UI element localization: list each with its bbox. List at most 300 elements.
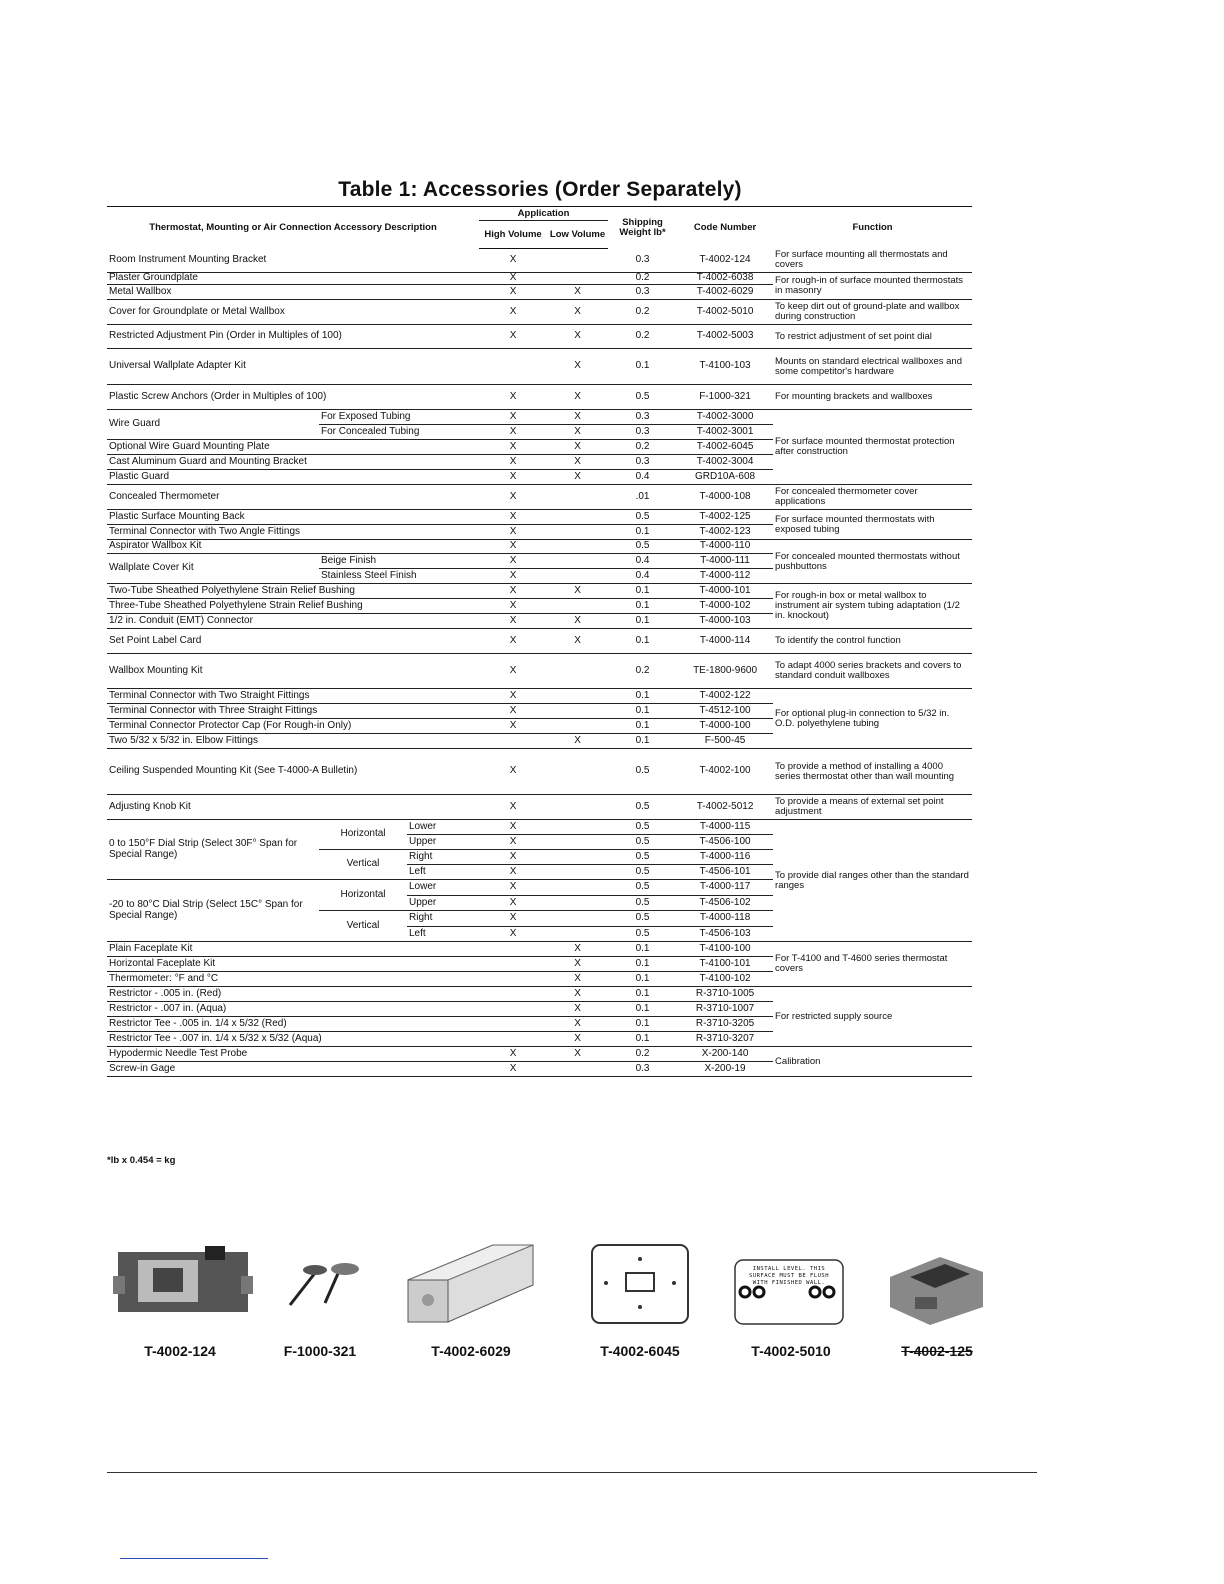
function-text: For restricted supply source bbox=[773, 987, 972, 1047]
high-volume-mark: X bbox=[479, 300, 547, 325]
row-description: Terminal Connector with Three Straight Fittings bbox=[107, 704, 479, 719]
high-volume-mark: X bbox=[479, 540, 547, 554]
header-description: Thermostat, Mounting or Air Connection Accessory Description bbox=[107, 207, 479, 249]
function-text: For concealed mounted thermostats without pushbuttons bbox=[773, 540, 972, 584]
high-volume-mark: X bbox=[479, 927, 547, 942]
low-volume-mark: X bbox=[547, 349, 608, 385]
high-volume-mark: X bbox=[479, 455, 547, 470]
header-low-volume: Low Volume bbox=[547, 221, 608, 249]
code-number: T-4000-117 bbox=[677, 880, 773, 896]
low-volume-mark bbox=[547, 599, 608, 614]
row-description: Left bbox=[407, 865, 479, 880]
row-description: Terminal Connector with Two Straight Fittings bbox=[107, 689, 479, 704]
low-volume-mark: X bbox=[547, 942, 608, 957]
accessories-table bbox=[107, 206, 972, 1077]
high-volume-mark: X bbox=[479, 896, 547, 911]
dial-strip-c: -20 to 80°C Dial Strip (Select 15C° Span for Special Range) bbox=[107, 880, 319, 942]
photo-label-6: T-4002-125 bbox=[901, 1343, 973, 1359]
low-volume-mark bbox=[547, 540, 608, 554]
code-number: T-4002-5012 bbox=[677, 795, 773, 820]
high-volume-mark: X bbox=[479, 554, 547, 569]
high-volume-mark bbox=[479, 349, 547, 385]
row-description: Plastic Screw Anchors (Order in Multiples of 100) bbox=[107, 385, 479, 410]
shipping-weight: 0.1 bbox=[608, 1032, 677, 1047]
high-volume-mark: X bbox=[479, 325, 547, 349]
high-volume-mark: X bbox=[479, 654, 547, 689]
code-number: T-4002-6038 bbox=[677, 273, 773, 285]
table-row bbox=[107, 249, 972, 273]
code-number: T-4100-100 bbox=[677, 942, 773, 957]
weight-note: *lb x 0.454 = kg bbox=[107, 1155, 176, 1166]
high-volume-mark: X bbox=[479, 820, 547, 835]
photo-label-2: F-1000-321 bbox=[283, 1343, 357, 1359]
shipping-weight: 0.1 bbox=[608, 942, 677, 957]
shipping-weight: 0.1 bbox=[608, 614, 677, 629]
code-number: T-4002-5003 bbox=[677, 325, 773, 349]
table-row bbox=[107, 510, 972, 525]
code-number: T-4000-102 bbox=[677, 599, 773, 614]
orientation-vertical: Vertical bbox=[319, 850, 407, 880]
row-description: Adjusting Knob Kit bbox=[107, 795, 479, 820]
code-number: TE-1800-9600 bbox=[677, 654, 773, 689]
low-volume-mark bbox=[547, 850, 608, 865]
code-number: F-1000-321 bbox=[677, 385, 773, 410]
table-row bbox=[107, 942, 972, 957]
row-description: Terminal Connector Protector Cap (For Rough-in Only) bbox=[107, 719, 479, 734]
code-number: T-4000-108 bbox=[677, 485, 773, 510]
code-number: R-3710-3207 bbox=[677, 1032, 773, 1047]
table-row bbox=[107, 629, 972, 654]
low-volume-mark: X bbox=[547, 285, 608, 300]
high-volume-mark bbox=[479, 1017, 547, 1032]
row-description: For Exposed Tubing bbox=[319, 410, 479, 425]
row-description: Restricted Adjustment Pin (Order in Multiples of 100) bbox=[107, 325, 479, 349]
photo-label-5: T-4002-5010 bbox=[751, 1343, 831, 1359]
row-description: Left bbox=[407, 927, 479, 942]
shipping-weight: 0.4 bbox=[608, 470, 677, 485]
shipping-weight: 0.4 bbox=[608, 554, 677, 569]
low-volume-mark: X bbox=[547, 1047, 608, 1062]
shipping-weight: 0.4 bbox=[608, 569, 677, 584]
function-text: For T-4100 and T-4600 series thermostat covers bbox=[773, 942, 972, 987]
low-volume-mark bbox=[547, 273, 608, 285]
shipping-weight: 0.1 bbox=[608, 719, 677, 734]
row-description: Set Point Label Card bbox=[107, 629, 479, 654]
high-volume-mark: X bbox=[479, 911, 547, 927]
header-application: Application bbox=[479, 207, 608, 221]
low-volume-mark: X bbox=[547, 584, 608, 599]
function-text: Calibration bbox=[773, 1047, 972, 1077]
high-volume-mark bbox=[479, 1002, 547, 1017]
high-volume-mark bbox=[479, 942, 547, 957]
table-row bbox=[107, 300, 972, 325]
group-label-wire-guard: Wire Guard bbox=[107, 410, 319, 440]
high-volume-mark: X bbox=[479, 410, 547, 425]
high-volume-mark: X bbox=[479, 273, 547, 285]
row-description: Terminal Connector with Two Angle Fittings bbox=[107, 525, 479, 540]
shipping-weight: 0.2 bbox=[608, 325, 677, 349]
code-number: T-4002-123 bbox=[677, 525, 773, 540]
function-text: For surface mounted thermostat protection after construction bbox=[773, 410, 972, 485]
row-description: Ceiling Suspended Mounting Kit (See T-4000-A Bulletin) bbox=[107, 749, 479, 795]
table-row bbox=[107, 689, 972, 704]
code-number: X-200-19 bbox=[677, 1062, 773, 1077]
shipping-weight: 0.5 bbox=[608, 795, 677, 820]
high-volume-mark: X bbox=[479, 584, 547, 599]
high-volume-mark: X bbox=[479, 629, 547, 654]
shipping-weight: 0.1 bbox=[608, 599, 677, 614]
dial-strip-f: 0 to 150°F Dial Strip (Select 30F° Span for Special Range) bbox=[107, 820, 319, 880]
row-description: Restrictor - .005 in. (Red) bbox=[107, 987, 479, 1002]
shipping-weight: 0.5 bbox=[608, 749, 677, 795]
low-volume-mark bbox=[547, 689, 608, 704]
shipping-weight: 0.1 bbox=[608, 689, 677, 704]
code-number: T-4002-6045 bbox=[677, 440, 773, 455]
bottom-rule bbox=[107, 1472, 1037, 1473]
low-volume-mark bbox=[547, 795, 608, 820]
shipping-weight: 0.1 bbox=[608, 584, 677, 599]
shipping-weight: 0.1 bbox=[608, 525, 677, 540]
low-volume-mark: X bbox=[547, 987, 608, 1002]
row-description: Horizontal Faceplate Kit bbox=[107, 957, 479, 972]
table-title: Table 1: Accessories (Order Separately) bbox=[338, 178, 742, 201]
code-number: T-4000-111 bbox=[677, 554, 773, 569]
table-row bbox=[107, 987, 972, 1002]
orientation-vertical: Vertical bbox=[319, 911, 407, 942]
low-volume-mark: X bbox=[547, 440, 608, 455]
code-number: T-4000-103 bbox=[677, 614, 773, 629]
shipping-weight: 0.3 bbox=[608, 455, 677, 470]
code-number: T-4000-118 bbox=[677, 911, 773, 927]
header-weight: Shipping Weight lb* bbox=[608, 207, 677, 249]
shipping-weight: 0.1 bbox=[608, 349, 677, 385]
group-label-wallplate-cover: Wallplate Cover Kit bbox=[107, 554, 319, 584]
code-number: T-4002-124 bbox=[677, 249, 773, 273]
shipping-weight: 0.5 bbox=[608, 896, 677, 911]
low-volume-mark bbox=[547, 485, 608, 510]
header-function: Function bbox=[773, 207, 972, 249]
function-text: To restrict adjustment of set point dial bbox=[773, 325, 972, 349]
high-volume-mark: X bbox=[479, 719, 547, 734]
function-text: Mounts on standard electrical wallboxes and some competitor's hardware bbox=[773, 349, 972, 385]
function-text: To provide dial ranges other than the standard ranges bbox=[773, 820, 972, 942]
shipping-weight: 0.5 bbox=[608, 540, 677, 554]
table-row bbox=[107, 349, 972, 385]
code-number: T-4002-122 bbox=[677, 689, 773, 704]
row-description: Screw-in Gage bbox=[107, 1062, 479, 1077]
row-description: Room Instrument Mounting Bracket bbox=[107, 249, 479, 273]
code-number: R-3710-1007 bbox=[677, 1002, 773, 1017]
row-description: Plain Faceplate Kit bbox=[107, 942, 479, 957]
high-volume-mark: X bbox=[479, 285, 547, 300]
high-volume-mark: X bbox=[479, 689, 547, 704]
code-number: T-4000-114 bbox=[677, 629, 773, 654]
shipping-weight: 0.5 bbox=[608, 385, 677, 410]
low-volume-mark bbox=[547, 510, 608, 525]
shipping-weight: 0.1 bbox=[608, 629, 677, 654]
table-row bbox=[107, 795, 972, 820]
code-number: T-4000-101 bbox=[677, 584, 773, 599]
code-number: T-4002-3000 bbox=[677, 410, 773, 425]
row-description: Restrictor Tee - .007 in. 1/4 x 5/32 x 5/32 (Aqua) bbox=[107, 1032, 479, 1047]
high-volume-mark: X bbox=[479, 569, 547, 584]
high-volume-mark: X bbox=[479, 425, 547, 440]
low-volume-mark bbox=[547, 820, 608, 835]
table-row bbox=[107, 820, 972, 835]
low-volume-mark: X bbox=[547, 300, 608, 325]
code-number: T-4000-100 bbox=[677, 719, 773, 734]
header-code: Code Number bbox=[677, 207, 773, 249]
low-volume-mark: X bbox=[547, 957, 608, 972]
low-volume-mark: X bbox=[547, 425, 608, 440]
photo-label-4: T-4002-6045 bbox=[600, 1343, 680, 1359]
code-number: T-4000-110 bbox=[677, 540, 773, 554]
shipping-weight: 0.5 bbox=[608, 510, 677, 525]
shipping-weight: 0.5 bbox=[608, 850, 677, 865]
low-volume-mark bbox=[547, 654, 608, 689]
table-row bbox=[107, 1047, 972, 1062]
high-volume-mark: X bbox=[479, 510, 547, 525]
shipping-weight: .01 bbox=[608, 485, 677, 510]
table-row bbox=[107, 584, 972, 599]
shipping-weight: 0.3 bbox=[608, 285, 677, 300]
code-number: T-4002-5010 bbox=[677, 300, 773, 325]
code-number: T-4000-116 bbox=[677, 850, 773, 865]
footer-link-underline[interactable] bbox=[120, 1558, 268, 1559]
code-number: F-500-45 bbox=[677, 734, 773, 749]
photo-metal-wallbox bbox=[403, 1240, 538, 1325]
high-volume-mark bbox=[479, 734, 547, 749]
function-text: For optional plug-in connection to 5/32 in. O.D. polyethylene tubing bbox=[773, 689, 972, 749]
photo-label-1: T-4002-124 bbox=[144, 1343, 216, 1359]
table-row bbox=[107, 749, 972, 795]
low-volume-mark: X bbox=[547, 470, 608, 485]
table-row bbox=[107, 485, 972, 510]
low-volume-mark bbox=[547, 704, 608, 719]
function-text: To provide a method of installing a 4000 series thermostat other than wall mounting bbox=[773, 749, 972, 795]
code-number: T-4000-115 bbox=[677, 820, 773, 835]
low-volume-mark: X bbox=[547, 1032, 608, 1047]
low-volume-mark bbox=[547, 1062, 608, 1077]
function-text: For concealed thermometer cover applications bbox=[773, 485, 972, 510]
shipping-weight: 0.5 bbox=[608, 835, 677, 850]
row-description: Cover for Groundplate or Metal Wallbox bbox=[107, 300, 479, 325]
shipping-weight: 0.1 bbox=[608, 704, 677, 719]
row-description: Beige Finish bbox=[319, 554, 479, 569]
row-description: Aspirator Wallbox Kit bbox=[107, 540, 479, 554]
low-volume-mark bbox=[547, 865, 608, 880]
code-number: T-4002-6029 bbox=[677, 285, 773, 300]
code-number: R-3710-3205 bbox=[677, 1017, 773, 1032]
code-number: T-4100-101 bbox=[677, 957, 773, 972]
high-volume-mark bbox=[479, 1032, 547, 1047]
row-description: Upper bbox=[407, 896, 479, 911]
shipping-weight: 0.1 bbox=[608, 1002, 677, 1017]
shipping-weight: 0.5 bbox=[608, 820, 677, 835]
function-text: To keep dirt out of ground-plate and wallbox during construction bbox=[773, 300, 972, 325]
row-description: Upper bbox=[407, 835, 479, 850]
low-volume-mark: X bbox=[547, 410, 608, 425]
code-number: T-4002-3001 bbox=[677, 425, 773, 440]
row-description: Stainless Steel Finish bbox=[319, 569, 479, 584]
low-volume-mark: X bbox=[547, 385, 608, 410]
row-description: Concealed Thermometer bbox=[107, 485, 479, 510]
code-number: T-4002-3004 bbox=[677, 455, 773, 470]
code-number: X-200-140 bbox=[677, 1047, 773, 1062]
low-volume-mark bbox=[547, 249, 608, 273]
low-volume-mark bbox=[547, 835, 608, 850]
code-number: T-4100-103 bbox=[677, 349, 773, 385]
high-volume-mark: X bbox=[479, 835, 547, 850]
high-volume-mark bbox=[479, 987, 547, 1002]
shipping-weight: 0.3 bbox=[608, 1062, 677, 1077]
shipping-weight: 0.1 bbox=[608, 734, 677, 749]
high-volume-mark: X bbox=[479, 525, 547, 540]
low-volume-mark: X bbox=[547, 614, 608, 629]
row-description: Three-Tube Sheathed Polyethylene Strain Relief Bushing bbox=[107, 599, 479, 614]
row-description: Optional Wire Guard Mounting Plate bbox=[107, 440, 479, 455]
row-description: For Concealed Tubing bbox=[319, 425, 479, 440]
high-volume-mark: X bbox=[479, 749, 547, 795]
row-description: Plastic Surface Mounting Back bbox=[107, 510, 479, 525]
high-volume-mark: X bbox=[479, 704, 547, 719]
row-description: Restrictor - .007 in. (Aqua) bbox=[107, 1002, 479, 1017]
high-volume-mark: X bbox=[479, 599, 547, 614]
high-volume-mark: X bbox=[479, 865, 547, 880]
table-row bbox=[107, 273, 972, 285]
low-volume-mark bbox=[547, 880, 608, 896]
code-number: T-4506-100 bbox=[677, 835, 773, 850]
low-volume-mark bbox=[547, 896, 608, 911]
code-number: T-4000-112 bbox=[677, 569, 773, 584]
row-description: Thermometer: °F and °C bbox=[107, 972, 479, 987]
low-volume-mark: X bbox=[547, 455, 608, 470]
orientation-horizontal: Horizontal bbox=[319, 880, 407, 911]
high-volume-mark: X bbox=[479, 795, 547, 820]
table-row bbox=[107, 385, 972, 410]
low-volume-mark bbox=[547, 525, 608, 540]
low-volume-mark bbox=[547, 927, 608, 942]
photo-surface-mounting-back bbox=[885, 1252, 985, 1327]
function-text: For surface mounting all thermostats and covers bbox=[773, 249, 972, 273]
high-volume-mark: X bbox=[479, 249, 547, 273]
code-number: T-4002-125 bbox=[677, 510, 773, 525]
high-volume-mark bbox=[479, 972, 547, 987]
photo-mounting-bracket bbox=[113, 1240, 253, 1320]
orientation-horizontal: Horizontal bbox=[319, 820, 407, 850]
row-description: Plastic Guard bbox=[107, 470, 479, 485]
low-volume-mark: X bbox=[547, 1017, 608, 1032]
table-row bbox=[107, 540, 972, 554]
row-description: Lower bbox=[407, 880, 479, 896]
shipping-weight: 0.5 bbox=[608, 911, 677, 927]
photo-label-3: T-4002-6029 bbox=[431, 1343, 511, 1359]
low-volume-mark bbox=[547, 749, 608, 795]
high-volume-mark: X bbox=[479, 470, 547, 485]
low-volume-mark: X bbox=[547, 629, 608, 654]
function-text: For rough-in box or metal wallbox to instrument air system tubing adaptation (1/2 in. knockout) bbox=[773, 584, 972, 629]
code-number: T-4506-102 bbox=[677, 896, 773, 911]
shipping-weight: 0.3 bbox=[608, 425, 677, 440]
low-volume-mark bbox=[547, 554, 608, 569]
function-text: For rough-in of surface mounted thermostats in masonry bbox=[773, 273, 972, 300]
photo-mounting-plate bbox=[590, 1243, 690, 1325]
code-number: T-4506-101 bbox=[677, 865, 773, 880]
code-number: T-4100-102 bbox=[677, 972, 773, 987]
function-text: To provide a means of external set point adjustment bbox=[773, 795, 972, 820]
code-number: T-4002-100 bbox=[677, 749, 773, 795]
high-volume-mark: X bbox=[479, 485, 547, 510]
shipping-weight: 0.1 bbox=[608, 972, 677, 987]
table-row bbox=[107, 654, 972, 689]
table-row bbox=[107, 410, 972, 425]
row-description: Right bbox=[407, 850, 479, 865]
table-row bbox=[107, 325, 972, 349]
shipping-weight: 0.3 bbox=[608, 410, 677, 425]
low-volume-mark: X bbox=[547, 1002, 608, 1017]
low-volume-mark bbox=[547, 911, 608, 927]
high-volume-mark: X bbox=[479, 850, 547, 865]
shipping-weight: 0.5 bbox=[608, 927, 677, 942]
row-description: Wallbox Mounting Kit bbox=[107, 654, 479, 689]
code-number: R-3710-1005 bbox=[677, 987, 773, 1002]
code-number: T-4512-100 bbox=[677, 704, 773, 719]
shipping-weight: 0.1 bbox=[608, 957, 677, 972]
shipping-weight: 0.1 bbox=[608, 987, 677, 1002]
function-text: To identify the control function bbox=[773, 629, 972, 654]
shipping-weight: 0.3 bbox=[608, 249, 677, 273]
row-description: Cast Aluminum Guard and Mounting Bracket bbox=[107, 455, 479, 470]
high-volume-mark: X bbox=[479, 880, 547, 896]
low-volume-mark bbox=[547, 569, 608, 584]
header-high-volume: High Volume bbox=[479, 221, 547, 249]
shipping-weight: 0.2 bbox=[608, 440, 677, 455]
low-volume-mark bbox=[547, 719, 608, 734]
code-number: GRD10A-608 bbox=[677, 470, 773, 485]
high-volume-mark: X bbox=[479, 440, 547, 455]
row-description: Two-Tube Sheathed Polyethylene Strain Relief Bushing bbox=[107, 584, 479, 599]
shipping-weight: 0.5 bbox=[608, 865, 677, 880]
row-description: Hypodermic Needle Test Probe bbox=[107, 1047, 479, 1062]
function-text: To adapt 4000 series brackets and covers to standard conduit wallboxes bbox=[773, 654, 972, 689]
photo-screw-anchors bbox=[285, 1255, 365, 1310]
shipping-weight: 0.2 bbox=[608, 1047, 677, 1062]
function-text: For surface mounted thermostats with exposed tubing bbox=[773, 510, 972, 540]
high-volume-mark: X bbox=[479, 385, 547, 410]
plate-caption: INSTALL LEVEL. THIS SURFACE MUST BE FLUSH WITH FINISHED WALL. bbox=[748, 1266, 830, 1286]
function-text: For mounting brackets and wallboxes bbox=[773, 385, 972, 410]
row-description: Lower bbox=[407, 820, 479, 835]
low-volume-mark: X bbox=[547, 972, 608, 987]
row-description: Right bbox=[407, 911, 479, 927]
shipping-weight: 0.5 bbox=[608, 880, 677, 896]
high-volume-mark: X bbox=[479, 1062, 547, 1077]
row-description: Restrictor Tee - .005 in. 1/4 x 5/32 (Red) bbox=[107, 1017, 479, 1032]
row-description: 1/2 in. Conduit (EMT) Connector bbox=[107, 614, 479, 629]
code-number: T-4506-103 bbox=[677, 927, 773, 942]
high-volume-mark bbox=[479, 957, 547, 972]
row-description: Two 5/32 x 5/32 in. Elbow Fittings bbox=[107, 734, 479, 749]
row-description: Metal Wallbox bbox=[107, 285, 479, 300]
shipping-weight: 0.2 bbox=[608, 300, 677, 325]
low-volume-mark: X bbox=[547, 325, 608, 349]
row-description: Universal Wallplate Adapter Kit bbox=[107, 349, 479, 385]
high-volume-mark: X bbox=[479, 1047, 547, 1062]
shipping-weight: 0.2 bbox=[608, 654, 677, 689]
low-volume-mark: X bbox=[547, 734, 608, 749]
shipping-weight: 0.2 bbox=[608, 273, 677, 285]
high-volume-mark: X bbox=[479, 614, 547, 629]
